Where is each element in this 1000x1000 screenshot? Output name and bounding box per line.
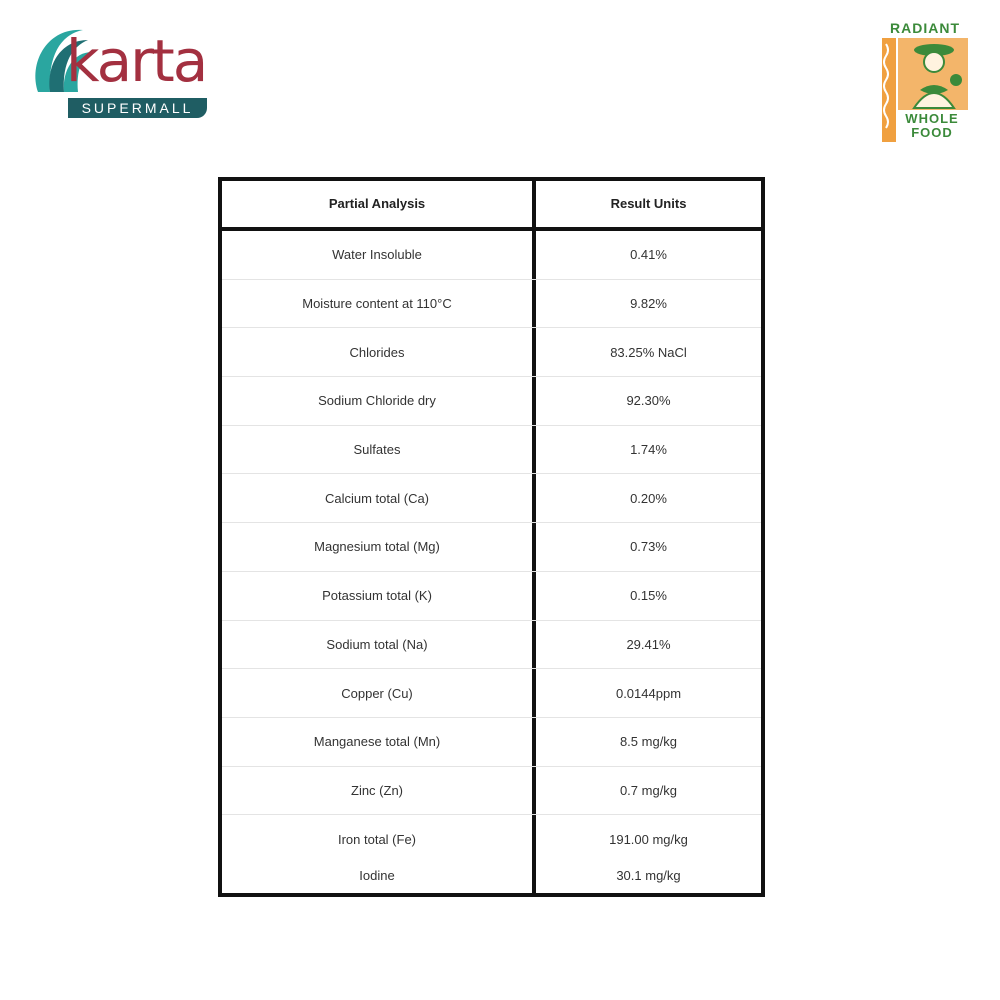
table-row xyxy=(222,572,761,621)
analysis-result: 0.0144ppm xyxy=(615,685,682,701)
table-row-combined xyxy=(222,815,761,893)
analysis-result: 9.82% xyxy=(630,296,667,312)
analysis-name: Sodium Chloride dry xyxy=(318,393,436,409)
analysis-name: Magnesium total (Mg) xyxy=(314,539,440,555)
table-row xyxy=(222,426,761,475)
table-header-row xyxy=(222,181,761,231)
analysis-name: Sulfates xyxy=(353,442,401,458)
analysis-result: 191.00 mg/kg xyxy=(609,831,688,847)
analysis-result: 0.7 mg/kg xyxy=(619,782,678,798)
table-body xyxy=(222,231,761,893)
analysis-name: Zinc (Zn) xyxy=(351,782,403,798)
analysis-result: 30.1 mg/kg xyxy=(616,867,681,883)
analysis-name: Moisture content at 110°C xyxy=(302,296,452,312)
table-row xyxy=(222,377,761,426)
analysis-result: 0.73% xyxy=(630,539,667,555)
radiant-whole-food-logo xyxy=(880,20,970,144)
analysis-result: 0.41% xyxy=(630,247,667,263)
analysis-name: Potassium total (K) xyxy=(322,588,432,604)
karta-wordmark: karta xyxy=(66,27,207,95)
analysis-result: 92.30% xyxy=(626,393,671,409)
whole-food-label xyxy=(894,112,970,140)
karta-supermall-logo xyxy=(28,22,213,122)
table-row xyxy=(222,621,761,670)
analysis-name: Iodine xyxy=(359,867,395,883)
food-label: FOOD xyxy=(911,125,953,140)
analysis-result: 0.20% xyxy=(630,490,667,506)
analysis-name: Water Insoluble xyxy=(332,247,422,263)
analysis-name: Copper (Cu) xyxy=(341,685,413,701)
whole-label: WHOLE xyxy=(905,111,959,126)
header-partial-analysis: Partial Analysis xyxy=(328,196,426,211)
analysis-name: Iron total (Fe) xyxy=(337,831,417,847)
analysis-name: Chlorides xyxy=(349,344,405,360)
partial-analysis-table xyxy=(218,177,765,897)
table-row xyxy=(222,231,761,280)
analysis-name: Manganese total (Mn) xyxy=(313,734,441,750)
table-row xyxy=(222,718,761,767)
table-row xyxy=(222,328,761,377)
analysis-name: Sodium total (Na) xyxy=(326,636,428,652)
table-row xyxy=(222,280,761,329)
analysis-name: Calcium total (Ca) xyxy=(324,490,430,506)
radiant-label: RADIANT xyxy=(890,20,960,36)
table-row xyxy=(222,523,761,572)
supermall-label: SUPERMALL xyxy=(68,98,207,118)
table-row xyxy=(222,474,761,523)
analysis-result: 8.5 mg/kg xyxy=(619,734,678,750)
header-result-units: Result Units xyxy=(610,196,687,211)
table-row xyxy=(222,669,761,718)
analysis-result: 83.25% NaCl xyxy=(610,344,687,360)
analysis-result: 1.74% xyxy=(630,442,667,458)
analysis-result: 0.15% xyxy=(630,588,667,604)
table-row xyxy=(222,767,761,816)
analysis-result: 29.41% xyxy=(626,636,671,652)
